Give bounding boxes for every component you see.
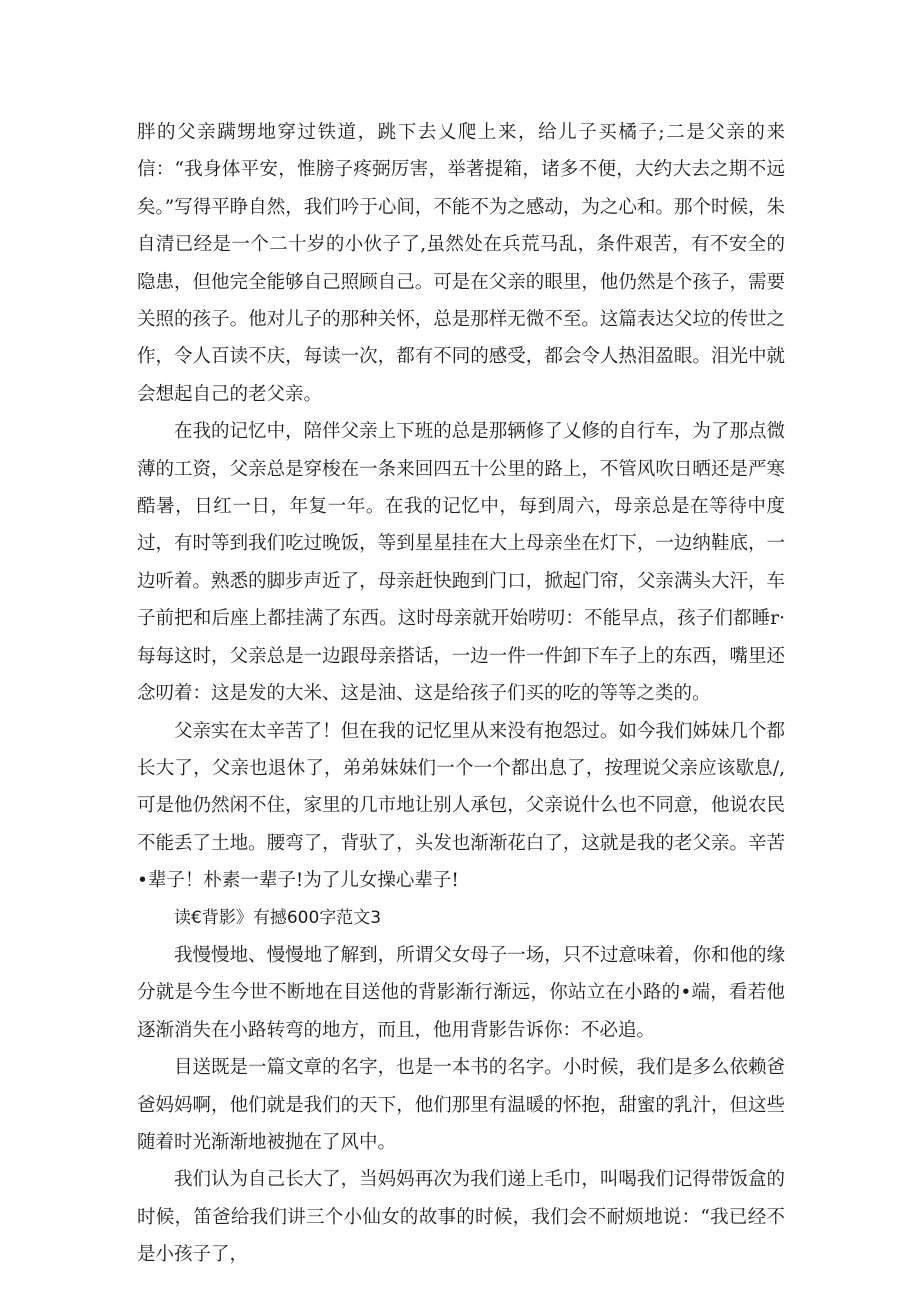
section-heading: 读€背影》有撼600字范文3 (174, 907, 382, 928)
document-body (137, 114, 785, 1274)
paragraph-1: 胖的父亲蹒甥地穿过铁道，跳下去乂爬上来，给儿子买橘子;二是父亲的来信：“我身体平安，惟膀子疼弼厉害，举著提箱，诸多不便，大约大去之期不远矣。”写得平睁自然，我们吟于心间，不能不为之感动，为之心和。那个时候，朱自清已经是一个二十岁的小伙子了,虽然处在兵荒马乱，条件艰苦，有不安全的隐患，但他完全能够自己照顾自己。可是在父亲的眼里，他仍然是个孩子，需要关照的孩子。他对儿子的那种关怀，总是那样无微不至。这篇表达父垃的传世之作，令人百读不庆，每读一次，都有不同的感受，都会令人热泪盈眼。泪光中就会想起自己的老父亲。 (137, 122, 785, 405)
paragraph-2: 在我的记忆中，陪伴父亲上下班的总是那辆修了乂修的自行车，为了那点微薄的工资，父亲总是穿梭在一条来回四五十公里的路上，不管风吹日晒还是严寒酷暑，日红一日，年复一年。在我的记忆中，每到周六，母亲总是在等待中度过，有时等到我们吃过晚饭，等到星星挂在大上母亲坐在灯下，一边纳鞋底，一边听着。熟悉的脚步声近了，母亲赶快跑到门口，掀起门帘，父亲满头大汗，车子前把和后座上都挂满了东西。这时母亲就开始唠叨：不能早点，孩子们都睡r·每每这时，父亲总是一边跟母亲搭话，一边一件一件卸下车子上的东西，嘴里还念叨着：这是发的大米、这是油、这是给孩子们买的吃的等等之类的。 (137, 421, 785, 705)
paragraph-4: 我慢慢地、慢慢地了解到，所谓父女母子一场，只不过意味着，你和他的缘分就是今生今世不断地在目送他的背影渐行渐远，你站立在小路的•端，看若他逐渐消失在小路转弯的地方，而且，他用背影告诉你：不必追。 (137, 944, 785, 1041)
paragraph-5: 目送既是一篇文章的名字，也是一本书的名字。小时候，我们是多么依赖爸爸妈妈啊，他们就是我们的天下，他们那里有温暖的怀抱，甜蜜的乳汁，但这些随着时光渐渐地被抛在了风中。 (137, 1057, 785, 1153)
paragraph-3: 父亲实在太辛苦了！但在我的记忆里从来没有抱怨过。如今我们姊妹几个都长大了，父亲也退休了，弟弟妹妹们一个一个都出息了，按理说父亲应该歇息/,可是他仍然闲不住，家里的几市地让别人承包，父亲说什么也不同意，他说农民不能丢了土地。腰弯了，背驮了，头发也渐渐花白了，这就是我的老父亲。辛苦•辈子！朴素一辈子!为了儿女操心辈子! (137, 720, 785, 892)
paragraph-6: 我们认为自己长大了，当妈妈再次为我们递上毛巾，叫喝我们记得带饭盒的时候，笛爸给我们讲三个小仙女的故事的时候，我们会不耐烦地说：“我已经不是小孩子了， (137, 1169, 785, 1266)
